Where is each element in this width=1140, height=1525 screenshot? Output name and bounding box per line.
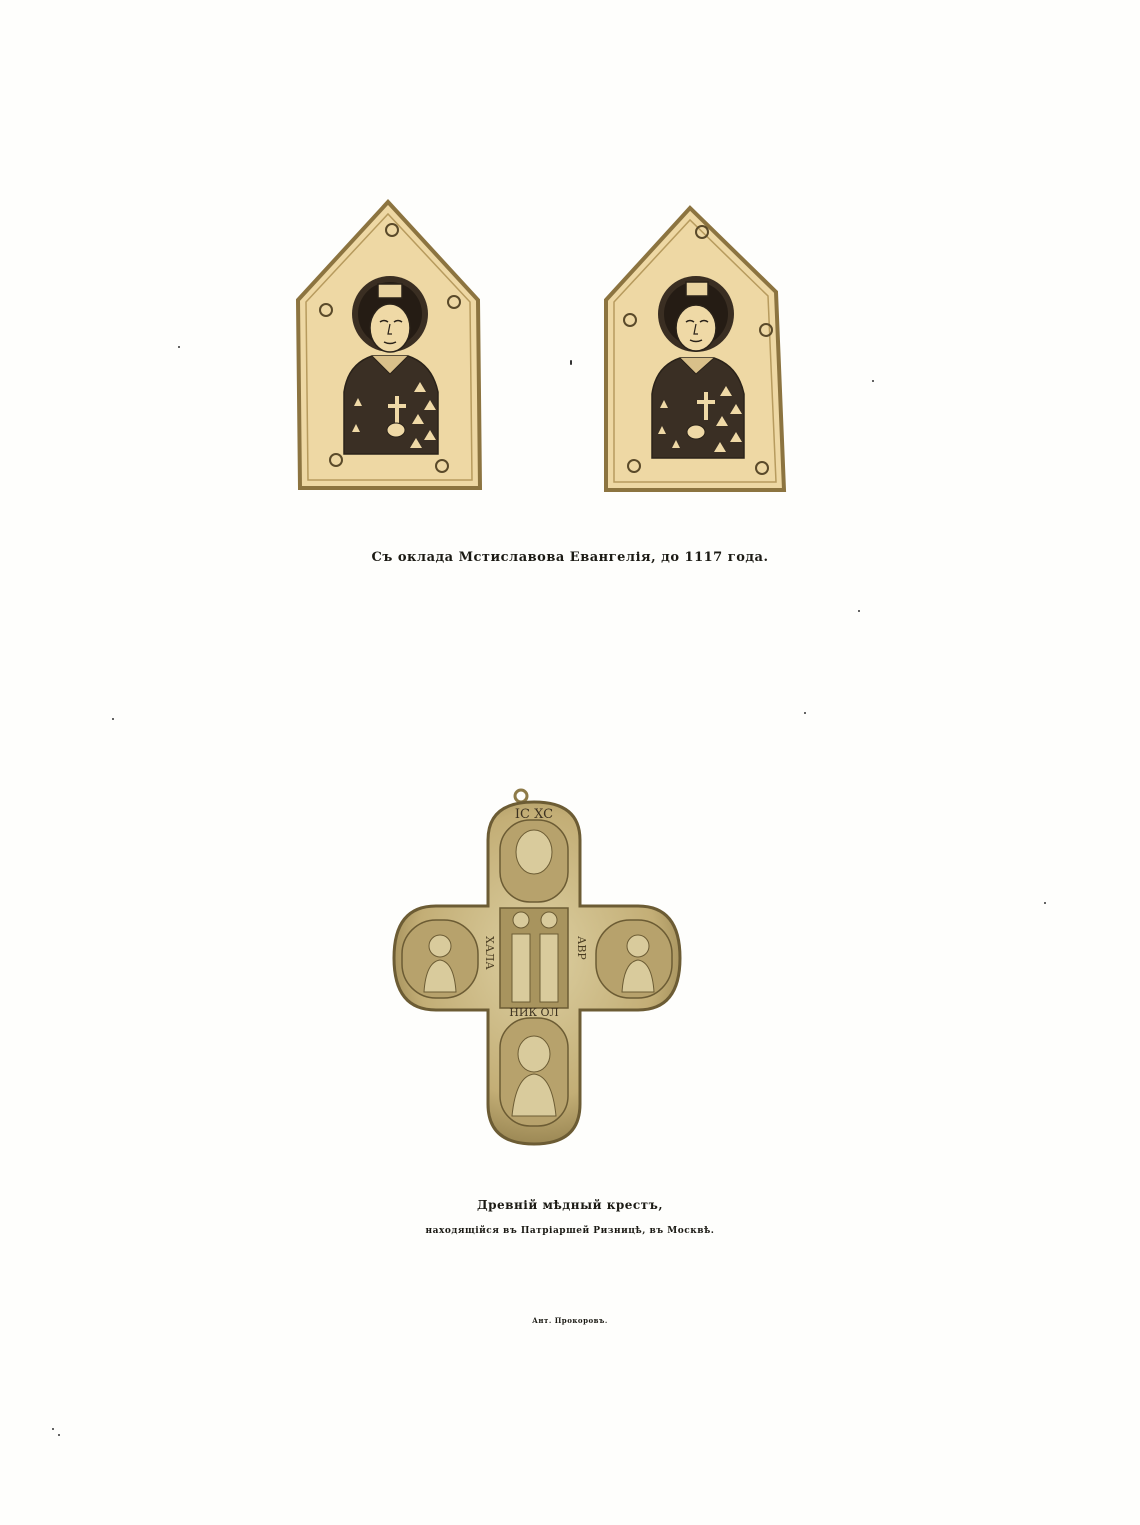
paper-speck xyxy=(804,712,806,714)
engraver-signature: Ант. Прокоровъ. xyxy=(532,1316,608,1325)
bronze-cross xyxy=(388,786,728,1152)
paper-speck xyxy=(1044,902,1046,904)
svg-text:АВР: АВР xyxy=(575,936,588,960)
right-saint-plaque xyxy=(598,202,794,498)
svg-text:ХАЛА: ХАЛА xyxy=(483,936,496,970)
cross-top-inscription: IC XC xyxy=(514,807,554,822)
paper-speck xyxy=(112,718,114,720)
paper-speck xyxy=(858,610,860,612)
plaques-caption: Съ оклада Мстиславова Евангелія, до 1117 года. xyxy=(371,550,769,565)
paper-speck xyxy=(178,346,180,348)
paper-speck xyxy=(58,1434,60,1436)
cross-bottom-inscription: НИК ОЛ xyxy=(509,1006,559,1019)
cross-caption-subtitle: находящійся въ Патріаршей Ризницѣ, въ Москвѣ. xyxy=(425,1226,715,1236)
paper-speck xyxy=(570,360,572,365)
left-saint-plaque xyxy=(292,196,488,496)
cross-caption-title: Древній мѣдный крестъ, xyxy=(476,1198,664,1212)
paper-speck xyxy=(872,380,874,382)
paper-speck xyxy=(52,1428,54,1430)
